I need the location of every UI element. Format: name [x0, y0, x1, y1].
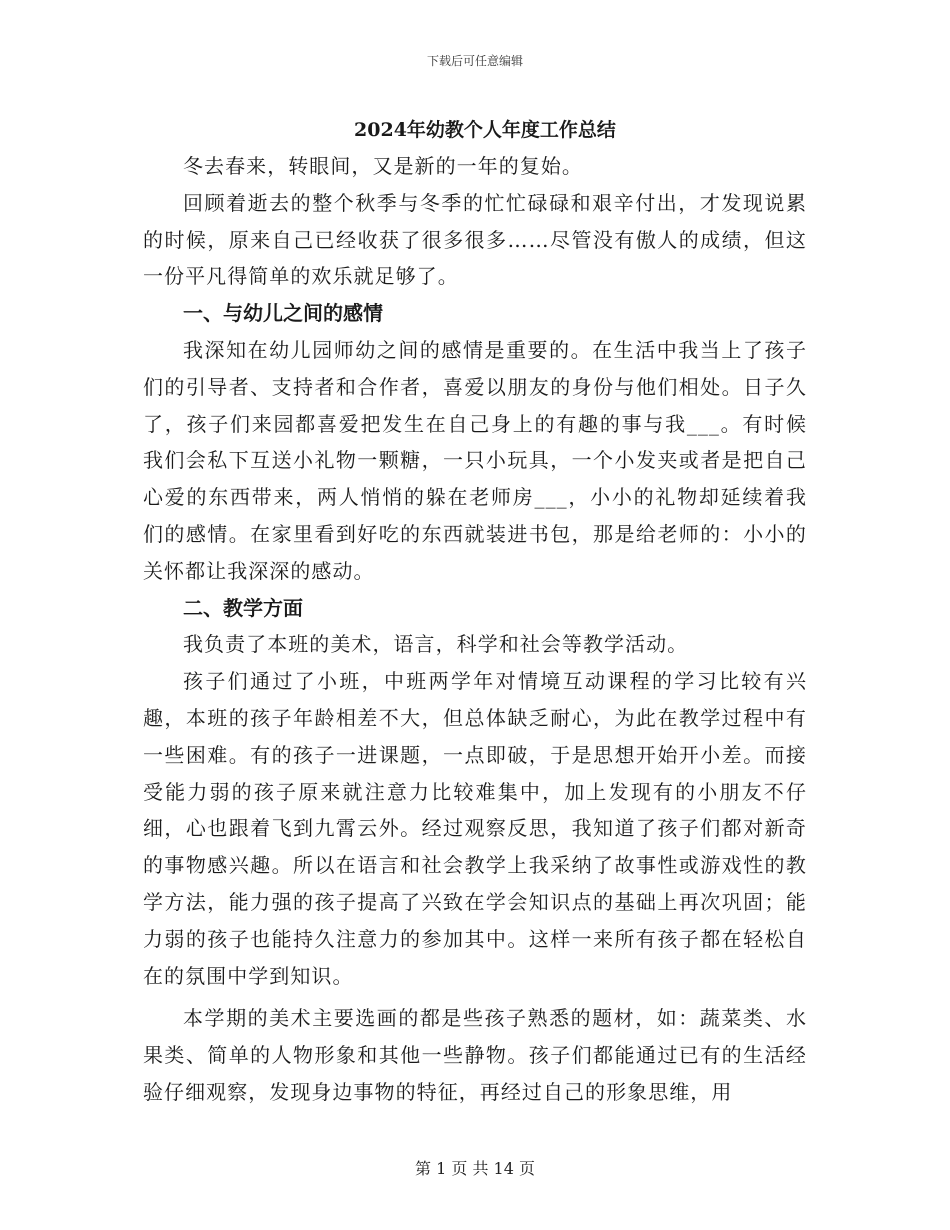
section-heading: 一、与幼儿之间的感情: [183, 301, 383, 326]
document-body: [143, 112, 807, 1111]
section-paragraph: 我负责了本班的美术，语言，科学和社会等教学活动。: [183, 632, 689, 657]
section-paragraph: 本学期的美术主要选画的都是些孩子熟悉的题材，如：蔬菜类、水果类、简单的人物形象和其他一些静物。孩子们都能通过已有的生活经验仔细观察，发现身边事物的特征，再经过自己的形象思维，用: [143, 1006, 807, 1104]
intro-paragraph: 冬去春来，转眼间，又是新的一年的复始。: [183, 154, 583, 178]
page-number: 第 1 页 共 14 页: [415, 1159, 535, 1178]
section-heading: 二、教学方面: [183, 595, 303, 620]
intro-paragraph: 回顾着逝去的整个秋季与冬季的忙忙碌碌和艰辛付出，才发现说累的时候，原来自己已经收获了很多很多……尽管没有傲人的成绩，但这一份平凡得简单的欢乐就足够了。: [143, 190, 807, 289]
header-note: 下载后可任意编辑: [426, 54, 523, 68]
document-title: 2024年幼教个人年度工作总结: [354, 119, 616, 141]
section-paragraph: 孩子们通过了小班，中班两学年对情境互动课程的学习比较有兴趣，本班的孩子年龄相差不大，但总体缺乏耐心，为此在教学过程中有一些困难。有的孩子一进课题，一点即破，于是思想开始开小差。而接受能力弱的孩子原来就注意力比较难集中，加上发现有的小朋友不仔细，心也跟着飞到九霄云外。经过观察反思，我知道了孩子们都对新奇的事物感兴趣。所以在语言和社会教学上我采纳了故事性或游戏性的教学方法，能力强的孩子提高了兴致在学会知识点的基础上再次巩固；能力弱的孩子也能持久注意力的参加其中。这样一来所有孩子都在轻松自在的氛围中学到知识。: [143, 669, 807, 988]
section-paragraph: 我深知在幼儿园师幼之间的感情是重要的。在生活中我当上了孩子们的引导者、支持者和合作者，喜爱以朋友的身份与他们相处。日子久了，孩子们来园都喜爱把发生在自己身上的有趣的事与我___。有时候我们会私下互送小礼物一颗糖，一只小玩具，一个小发夹或者是把自己心爱的东西带来，两人悄悄的躲在老师房___，小小的礼物却延续着我们的感情。在家里看到好吃的东西就装进书包，那是给老师的：小小的关怀都让我深深的感动。: [143, 337, 807, 583]
